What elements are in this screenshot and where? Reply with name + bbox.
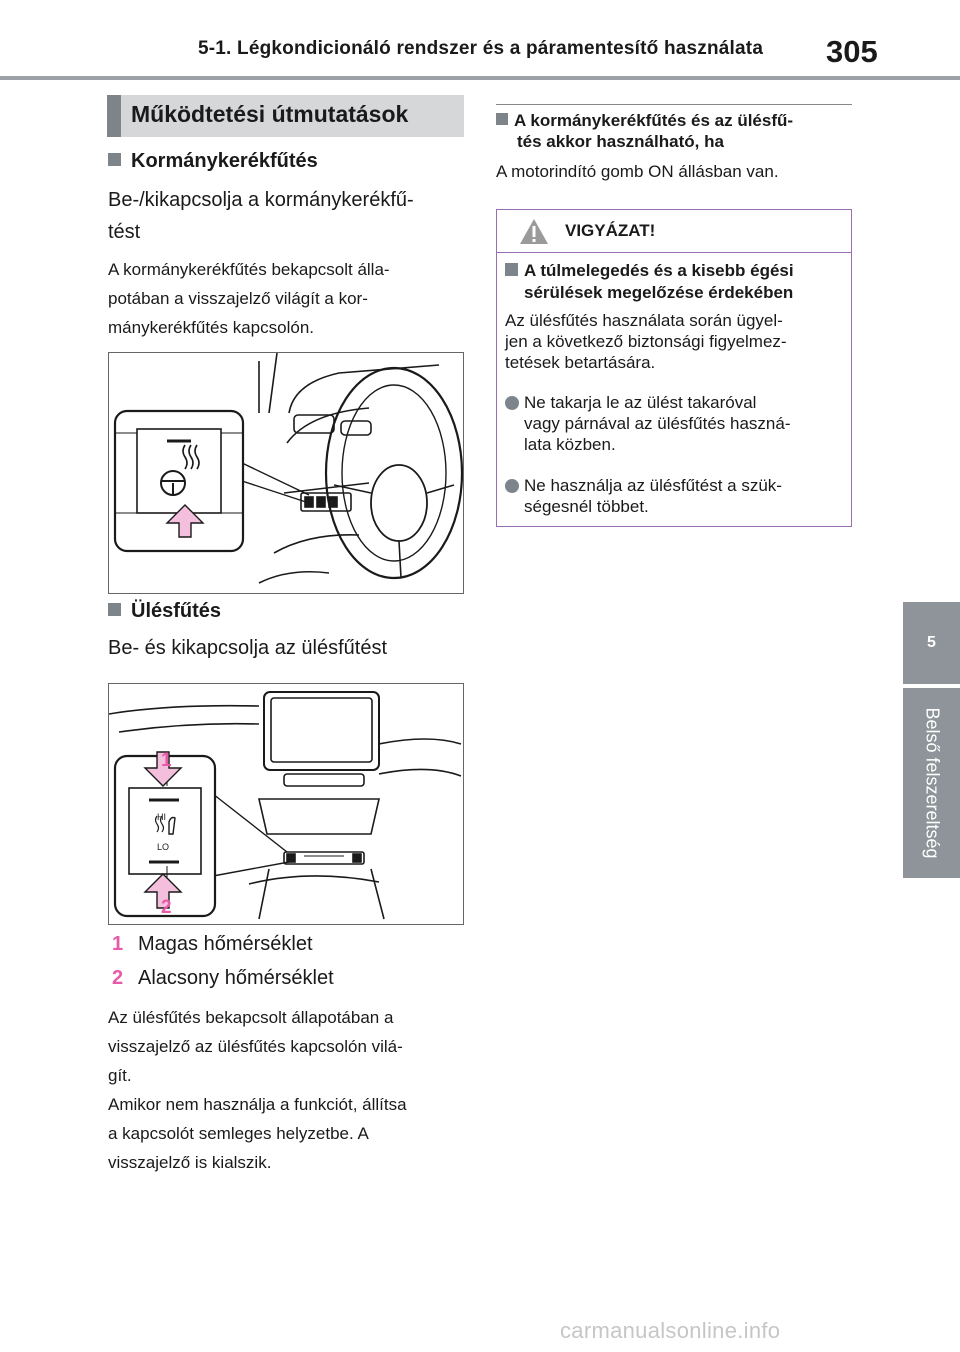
caution-title: VIGYÁZAT!	[565, 221, 656, 240]
seat-heater-illustration	[108, 683, 464, 925]
steering-heat-description: Be-/kikapcsolja a kormánykerékfű- tést	[108, 189, 414, 243]
square-bullet-icon	[108, 153, 121, 166]
switch-lo-label: LO	[157, 842, 170, 852]
square-bullet-icon	[496, 113, 508, 125]
chapter-tab-label	[903, 688, 960, 878]
seat-heat-note-1: Az ülésfűtés bekapcsolt állapotában a visszajelző az ülésfűtés kapcsolón vilá- gít.	[108, 1008, 403, 1085]
steering-heat-heading: Kormánykerékfűtés	[108, 150, 318, 173]
caution-bullet-1: Ne takarja le az ülést takaróval vagy párnával az ülésfűtés haszná- lata közben.	[505, 392, 845, 455]
caution-bullet-2: Ne használja az ülésfűtést a szük- ségesnél többet.	[505, 475, 845, 517]
callout-1-label: 1	[161, 750, 172, 771]
section-banner	[107, 95, 464, 137]
caution-box	[496, 209, 852, 527]
round-bullet-icon	[505, 396, 519, 410]
running-header-title: 5-1. Légkondicionáló rendszer és a páramentesítő használata	[198, 38, 764, 59]
caution-subheading: A túlmelegedés és a kisebb égési sérülések megelőzése érdekében	[505, 260, 845, 304]
callout-2-label: 2	[161, 897, 172, 918]
usage-condition-text: A motorindító gomb ON állásban van.	[496, 162, 779, 181]
header-rule	[0, 76, 960, 80]
usage-condition-heading: A kormánykerékfűtés és az ülésfű- tés akkor használható, ha	[496, 110, 852, 152]
seat-level-item: 2 Alacsony hőmérséklet	[112, 967, 334, 989]
square-bullet-icon	[505, 263, 518, 276]
seat-heat-note-2: Amikor nem használja a funkciót, állítsa a kapcsolót semleges helyzetbe. A visszajelző is kialszik.	[108, 1095, 407, 1172]
section-banner-title: Működtetési útmutatások	[131, 101, 409, 127]
right-column-rule	[496, 104, 852, 105]
watermark: carmanualsonline.info	[560, 1318, 781, 1343]
chapter-tab-label-text: Belső felszereltség	[922, 707, 942, 859]
seat-heat-heading: Ülésfűtés	[108, 600, 221, 623]
caution-body: Az ülésfűtés használata során ügyel- jen a következő biztonsági figyelmez- tetések betartására.	[505, 311, 787, 372]
round-bullet-icon	[505, 479, 519, 493]
chapter-tab-number: 5	[903, 602, 960, 684]
warning-triangle-icon	[519, 218, 549, 245]
steering-heater-illustration	[108, 352, 464, 594]
square-bullet-icon	[108, 603, 121, 616]
steering-heat-note: A kormánykerékfűtés bekapcsolt álla- potában a visszajelző világít a kor- mánykerékfűtés kapcsolón.	[108, 260, 390, 337]
seat-level-item: 1 Magas hőmérséklet	[112, 933, 313, 955]
page-number: 305	[826, 34, 878, 69]
seat-heat-description: Be- és kikapcsolja az ülésfűtést	[108, 637, 388, 659]
caution-header	[497, 210, 851, 253]
seat-level-list	[112, 928, 334, 994]
switch-hi-label: HI	[157, 812, 166, 822]
